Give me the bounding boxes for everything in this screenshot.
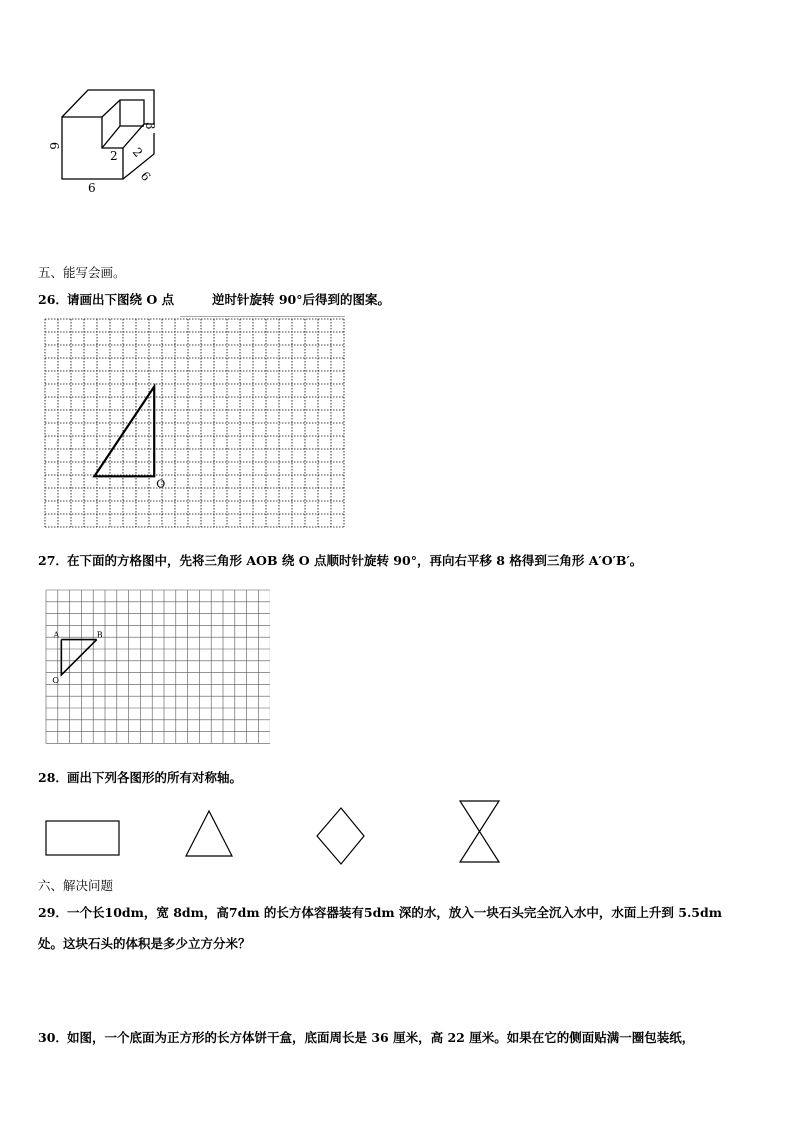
triangle-shape [186,811,232,856]
cube-figure [40,78,170,196]
q26-text-b: 逆时针旋转 90°后得到的图案。 [212,292,390,307]
label-6-right: 6 [137,168,154,184]
q28-shapes [40,798,520,868]
label-3: 3 [143,122,157,130]
q27-label-a: A [53,630,60,640]
rhombus-shape [317,808,364,864]
q26-number: 26． [38,292,68,307]
q29-number: 29． [38,905,68,920]
q29-line2: 处。这块石头的体积是多少立方分米？ [38,936,251,951]
label-6-bottom: 6 [88,181,96,195]
q29-line1: 一个长10dm，宽 8dm，高7dm 的长方体容器装有5dm 深的水，放入一块石头完全沉入水中，水面上升到 5.5dm [67,905,722,920]
q28-text: 画出下列各图形的所有对称轴。 [67,770,243,785]
q27-text: 在下面的方格图中，先将三角形 AOB 绕 O 点顺时针旋转 90°，再向右平移 8 格得到三角形 A′O′B′。 [67,553,643,568]
hourglass-shape [460,801,499,862]
label-2-depth: 2 [129,144,146,160]
rectangle-shape [46,821,119,855]
q26-text-a: 请画出下图绕 O 点 [67,292,175,307]
q30-number: 30． [38,1030,68,1045]
q30-text: 如图，一个底面为正方形的长方体饼干盒，底面周长是 36 厘米，高 22 厘米。如果在它的侧面贴满一圈包装纸， [67,1030,695,1045]
q26-point-o: O [156,477,166,491]
q27-number: 27． [38,553,68,568]
q27-grid [44,588,270,746]
q26-grid [44,318,346,536]
q26-faint-rule [180,316,345,317]
q27-triangle-aob [61,640,96,675]
q28-number: 28． [38,770,68,785]
q27-label-o: O [52,675,59,685]
section6-title: 六、解决问题 [38,878,114,893]
section5-title: 五、能写会画。 [38,265,126,280]
q27-label-b: B [96,630,103,640]
label-2-width: 2 [110,149,118,163]
q26-triangle [94,387,154,477]
label-6-left: 6 [47,142,61,150]
